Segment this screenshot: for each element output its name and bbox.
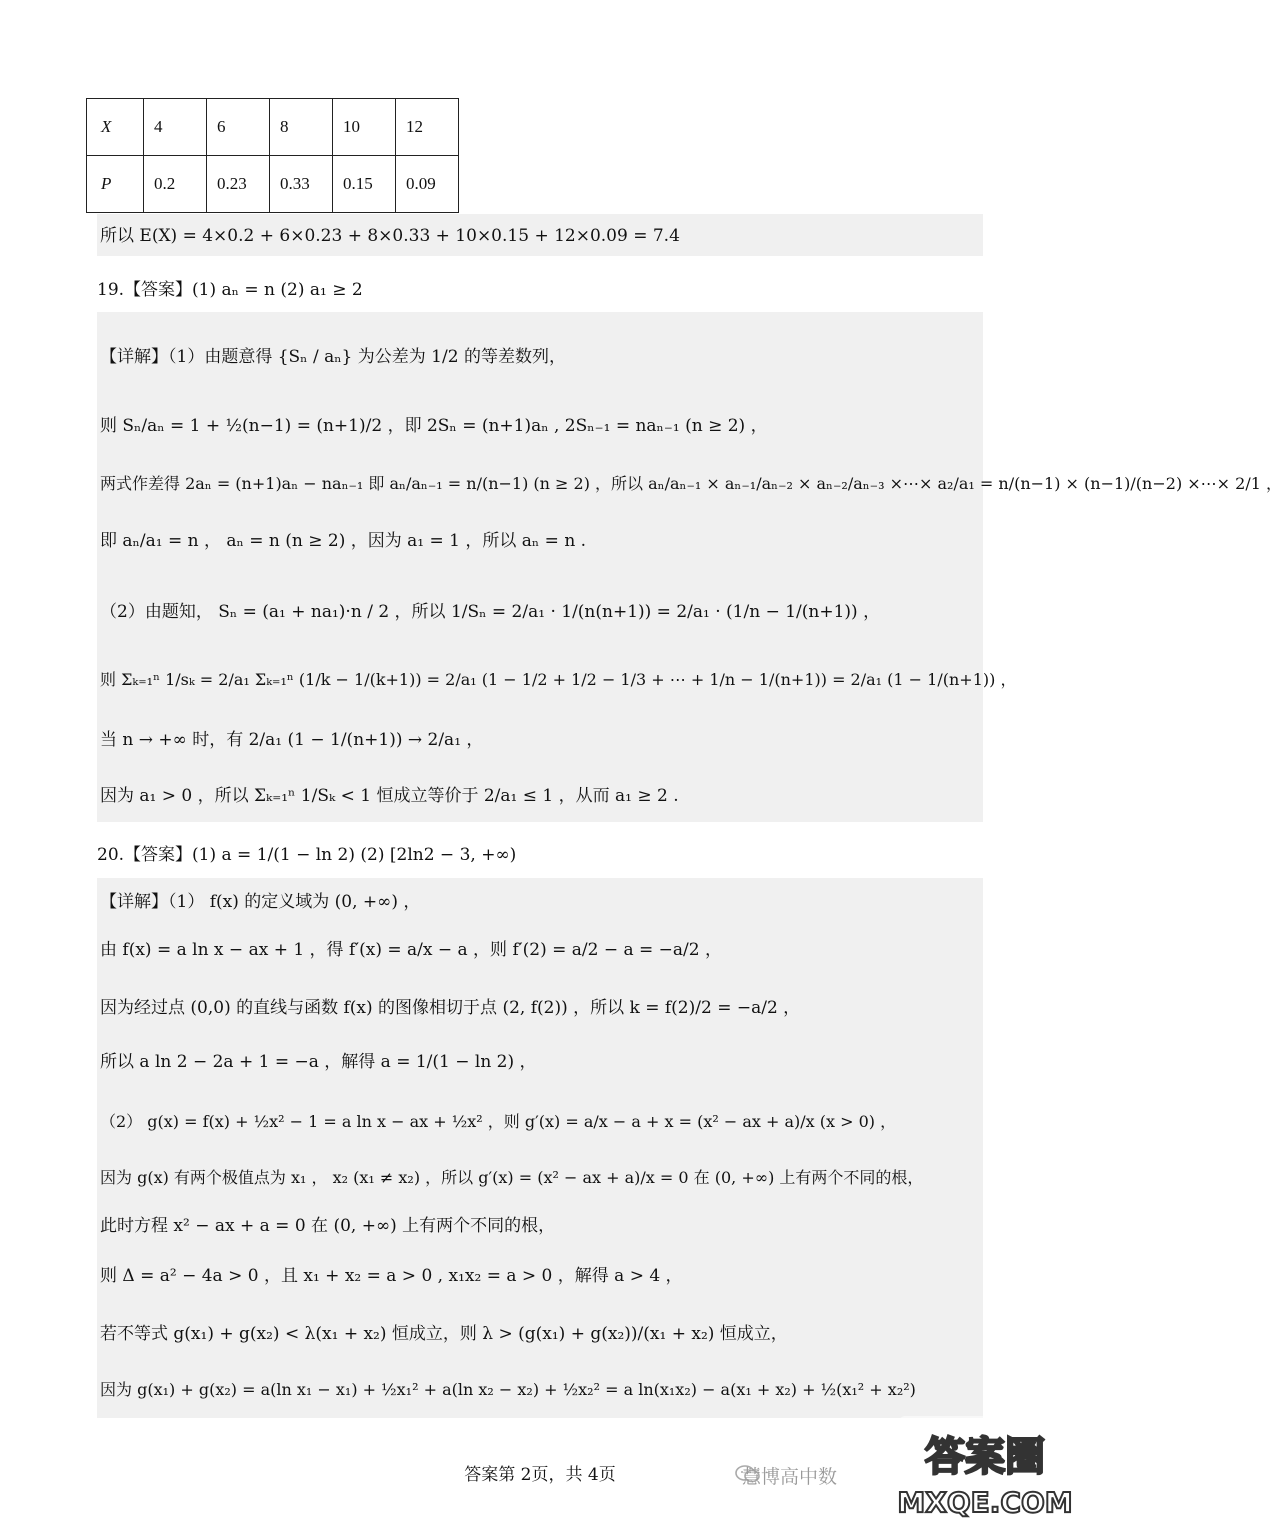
q20-line: 【详解】（1） f(x) 的定义域为 (0, +∞) ， bbox=[100, 892, 421, 912]
table-cell: 8 bbox=[270, 99, 333, 156]
q20-line: 所以 a ln 2 − 2a + 1 = −a ，解得 a = 1/(1 − ln 2) ， bbox=[100, 1052, 537, 1072]
q19-answer: 19.【答案】(1) aₙ = n (2) a₁ ≥ 2 bbox=[97, 280, 363, 300]
table-cell: 12 bbox=[396, 99, 459, 156]
distribution-table bbox=[86, 98, 459, 213]
logo-title: 答案圈 bbox=[925, 1434, 1045, 1480]
expectation-line: 所以 E(X) = 4×0.2 + 6×0.23 + 8×0.33 + 10×0.15 + 12×0.09 = 7.4 bbox=[100, 226, 680, 246]
q19-line: （2）由题知， Sₙ = (a₁ + na₁)·n / 2 ，所以 1/Sₙ = 2/a₁ · 1/(n(n+1)) = 2/a₁ · (1/n − 1/(n+1)) ， bbox=[100, 602, 881, 622]
table-cell: 4 bbox=[144, 99, 207, 156]
table-cell: 6 bbox=[207, 99, 270, 156]
site-logo bbox=[895, 1412, 1075, 1524]
q19-line: 则 Sₙ/aₙ = 1 + ½(n−1) = (n+1)/2 ，即 2Sₙ = (n+1)aₙ , 2Sₙ₋₁ = naₙ₋₁ (n ≥ 2) ， bbox=[100, 416, 768, 436]
q19-line: 即 aₙ/a₁ = n ， aₙ = n (n ≥ 2) ，因为 a₁ = 1 ，所以 aₙ = n . bbox=[100, 531, 587, 551]
q20-line: （2） g(x) = f(x) + ½x² − 1 = a ln x − ax + ½x² ，则 g′(x) = a/x − a + x = (x² − ax + a)/x (x > 0) ， bbox=[100, 1112, 897, 1131]
table-cell: 0.15 bbox=[333, 156, 396, 213]
page-footer: 答案第 2页，共 4页 bbox=[464, 1465, 616, 1485]
q20-line: 因为经过点 (0,0) 的直线与函数 f(x) 的图像相切于点 (2, f(2)) ，所以 k = f(2)/2 = −a/2 ， bbox=[100, 998, 801, 1018]
table-cell: 0.33 bbox=[270, 156, 333, 213]
q19-line: 因为 a₁ > 0 ，所以 Σₖ₌₁ⁿ 1/Sₖ < 1 恒成立等价于 2/a₁ ≤ 1 ，从而 a₁ ≥ 2 . bbox=[100, 786, 679, 806]
table-cell: X bbox=[87, 99, 144, 156]
q19-line: 则 Σₖ₌₁ⁿ 1/sₖ = 2/a₁ Σₖ₌₁ⁿ (1/k − 1/(k+1)) = 2/a₁ (1 − 1/2 + 1/2 − 1/3 + ⋯ + 1/n − 1/(n+1)) = 2/a₁ (1 − 1/(n+1)) ， bbox=[100, 670, 1017, 689]
table-row bbox=[87, 156, 459, 213]
q20-line: 此时方程 x² − ax + a = 0 在 (0, +∞) 上有两个不同的根， bbox=[100, 1216, 556, 1236]
q20-line: 则 Δ = a² − 4a > 0 ，且 x₁ + x₂ = a > 0 , x₁x₂ = a > 0 ，解得 a > 4 ， bbox=[100, 1266, 683, 1286]
table-row bbox=[87, 99, 459, 156]
q20-answer: 20.【答案】(1) a = 1/(1 − ln 2) (2) [2ln2 − 3, +∞) bbox=[97, 845, 517, 865]
table-cell: 0.23 bbox=[207, 156, 270, 213]
q20-line: 由 f(x) = a ln x − ax + 1 ，得 f′(x) = a/x − a ，则 f′(2) = a/2 − a = −a/2 ， bbox=[100, 940, 722, 960]
q19-line: 当 n → +∞ 时，有 2/a₁ (1 − 1/(n+1)) → 2/a₁ ， bbox=[100, 730, 484, 750]
q20-line: 因为 g(x) 有两个极值点为 x₁ ， x₂ (x₁ ≠ x₂) ，所以 g′(x) = (x² − ax + a)/x = 0 在 (0, +∞) 上有两个不同的根， bbox=[100, 1168, 924, 1187]
watermark-account-name: 慧博高中数 bbox=[742, 1466, 838, 1488]
logo-domain: MXQE.COM bbox=[897, 1486, 1073, 1519]
q19-line: 两式作差得 2aₙ = (n+1)aₙ − naₙ₋₁ 即 aₙ/aₙ₋₁ = n/(n−1) (n ≥ 2) ，所以 aₙ/aₙ₋₁ × aₙ₋₁/aₙ₋₂ × aₙ₋₂/aₙ₋₃ ×⋯× a₂/a₁ = n/(n−1) × (n−1)/(n−2) ×⋯× 2/1 ， bbox=[100, 474, 1282, 493]
q20-line: 因为 g(x₁) + g(x₂) = a(ln x₁ − x₁) + ½x₁² + a(ln x₂ − x₂) + ½x₂² = a ln(x₁x₂) − a(x₁ + x₂) + ½(x₁² + x₂²) bbox=[100, 1380, 916, 1399]
table-cell: 0.09 bbox=[396, 156, 459, 213]
table-cell: P bbox=[87, 156, 144, 213]
table-cell: 10 bbox=[333, 99, 396, 156]
q19-line: 【详解】（1）由题意得 {Sₙ / aₙ} 为公差为 1/2 的等差数列， bbox=[100, 347, 566, 367]
table-cell: 0.2 bbox=[144, 156, 207, 213]
q20-line: 若不等式 g(x₁) + g(x₂) < λ(x₁ + x₂) 恒成立，则 λ > (g(x₁) + g(x₂))/(x₁ + x₂) 恒成立， bbox=[100, 1324, 788, 1344]
